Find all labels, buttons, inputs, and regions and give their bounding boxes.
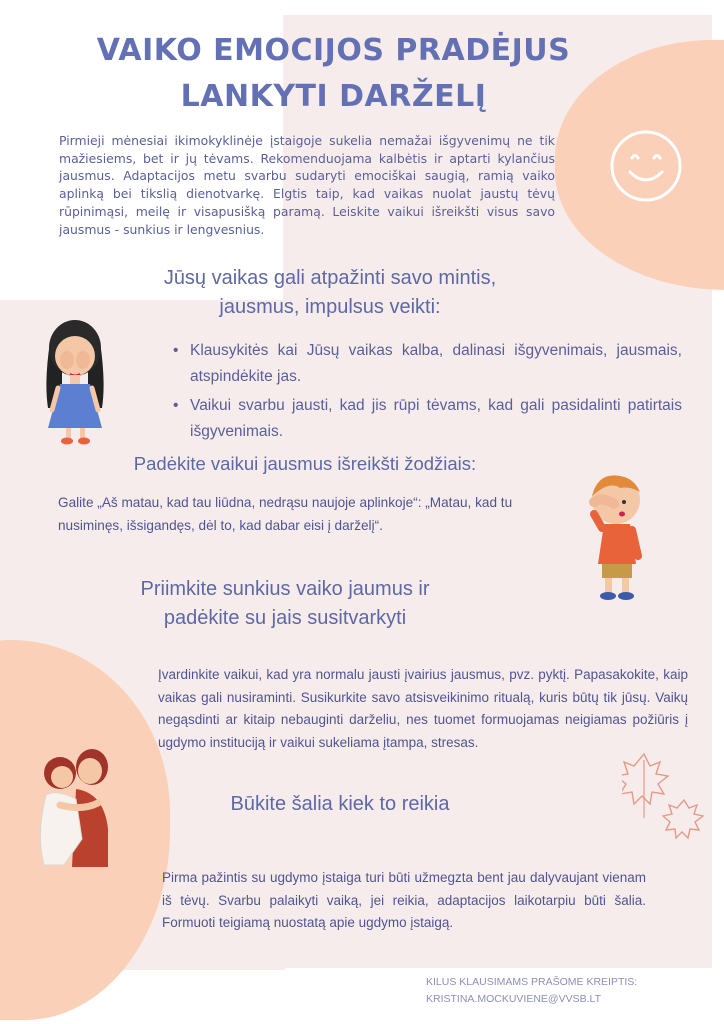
section4-heading: Būkite šalia kiek to reikia — [230, 793, 450, 815]
title-line-2: LANKYTI DARŽELĮ — [180, 79, 487, 114]
smiley-icon — [608, 128, 684, 204]
section2-text — [58, 492, 528, 537]
crying-girl-illustration — [36, 312, 114, 446]
autumn-leaf-icon — [622, 752, 714, 842]
list-item: • Klausykitės kai Jūsų vaikas kalba, dalinasi išgyvenimais, jausmais, atspindėkite jas. — [172, 338, 682, 389]
page-title — [0, 28, 667, 120]
contact-footer — [426, 974, 706, 1008]
hugging-mother-child-illustration — [36, 745, 120, 869]
section2-heading: Padėkite vaikui jausmus išreikšti žodžiais: — [133, 453, 477, 474]
section4-text: Pirma pažintis su ugdymo įstaiga turi būti užmegzta bent jau dalyvaujant vienam iš tėvų. Svarbu palaikyti vaiką, jei reikia, adaptacijos laikotarpiu būti šalia. Formuoti teigiamą nuostatą apie ugdymo įstaigą. — [162, 870, 646, 930]
sad-boy-illustration — [578, 472, 652, 604]
section2-text-line-1: Galite „Aš matau, kad tau liūdna, nedrąsu naujoje aplinkoje“: „Matau, kad tu — [58, 495, 513, 510]
section1-heading — [110, 264, 550, 322]
section3-heading-line-2: padėkite su jais susitvarkyti — [163, 607, 407, 629]
intro-paragraph: Pirmieji mėnesiai ikimokyklinėje įstaigoje sukelia nemažai išgyvenimų ne tik mažiesiems, bet ir jų tėvams. Rekomenduojama kalbėtis ir aptarti kylančius jausmus. Adaptacijos metu svarbu sudaryti emociškai saugią, ramią vaiko aplinką bei tikslią dienotvarkę. Elgtis taip, kad vaikas nuolat jaustų tėvų rūpinimąsi, meilę ir visapusišką paramą. Leiskite vaikui išreikšti visus savo jausmus - sunkius ir lengvesnius. — [59, 133, 555, 237]
section1-bullet-list — [172, 338, 682, 448]
list-item: • Vaikui svarbu jausti, kad jis rūpi tėvams, kad gali pasidalinti patirtais išgyvenimais. — [172, 393, 682, 444]
title-line-1: VAIKO EMOCIJOS PRADĖJUS — [96, 33, 571, 68]
footer-email: KRISTINA.MOCKUVIENE@VVSB.LT — [426, 993, 601, 1005]
section3-heading-line-1: Priimkite sunkius vaiko jaumus ir — [140, 578, 430, 600]
section3-heading — [95, 575, 475, 633]
section1-heading-line-2: jausmus, impulsus veikti: — [219, 296, 441, 318]
footer-line-1: KILUS KLAUSIMAMS PRAŠOME KREIPTIS: — [426, 976, 638, 988]
section3-text: Įvardinkite vaikui, kad yra normalu jausti įvairius jausmus, pvz. pyktį. Papasakokite, kaip vaikas gali nusiraminti. Susikurkite savo atsisveikinimo ritualą, kuris būtų tik jūsų. Vaikų negąsdinti ar kitaip nebauginti darželiu, nes tuomet formuojamas neigiamas požiūris į ugdymo instituciją ir vaikui sukeliama įtampa, stresas. — [158, 667, 688, 750]
section1-heading-line-1: Jūsų vaikas gali atpažinti savo mintis, — [163, 267, 497, 289]
section2-text-line-2: nusiminęs, išsigandęs, dėl to, kad dabar eisi į darželį“. — [58, 517, 383, 533]
